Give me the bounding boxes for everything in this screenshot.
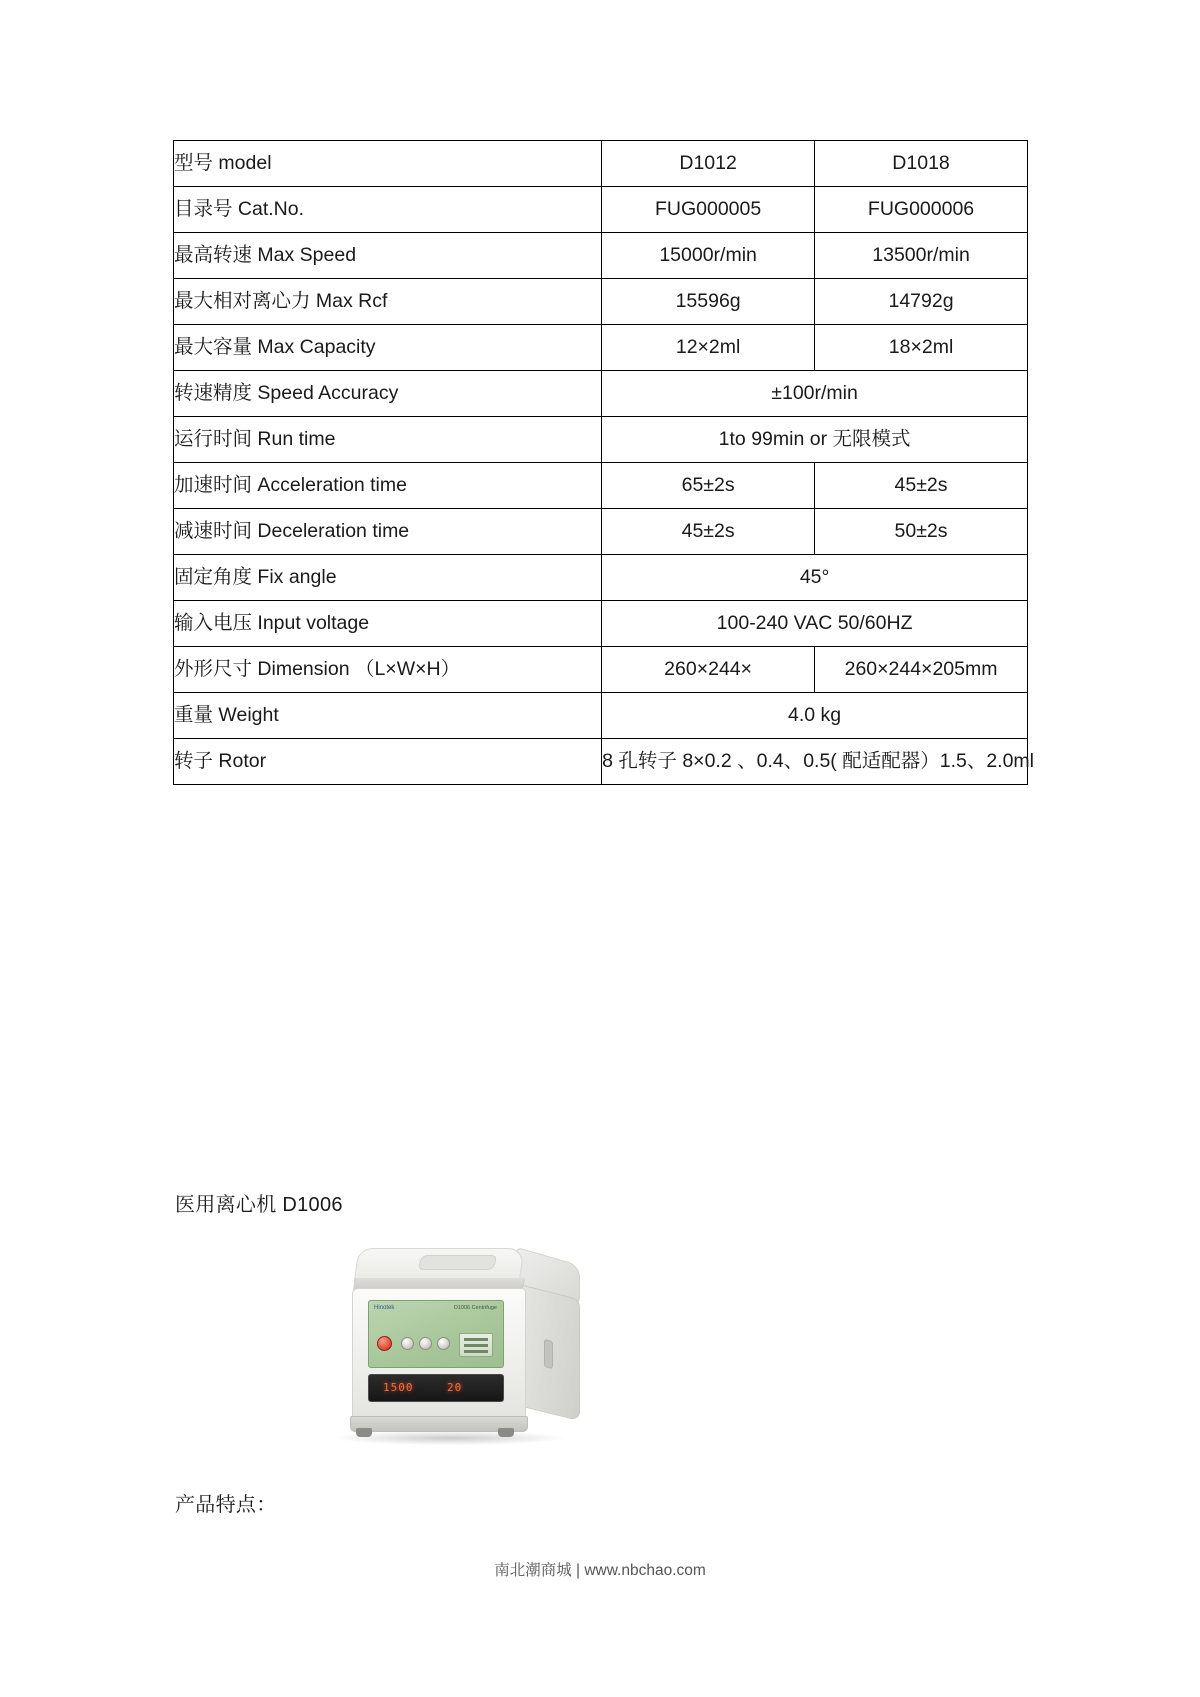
row-value-d1018: 14792g xyxy=(815,279,1028,325)
row-value-d1012: D1012 xyxy=(602,141,815,187)
row-label: 输入电压 Input voltage xyxy=(174,601,602,647)
row-label: 型号 model xyxy=(174,141,602,187)
specification-table-body xyxy=(174,141,1035,785)
row-value-d1012: 15596g xyxy=(602,279,815,325)
row-label: 减速时间 Deceleration time xyxy=(174,509,602,555)
knob-icon xyxy=(437,1337,450,1350)
row-value-d1018: 18×2ml xyxy=(815,325,1028,371)
specification-table xyxy=(173,140,1035,785)
features-heading: 产品特点： xyxy=(175,1494,277,1516)
table-row xyxy=(174,739,1028,785)
row-label: 最大相对离心力 Max Rcf xyxy=(174,279,602,325)
table-row xyxy=(174,371,1028,417)
row-label: 加速时间 Acceleration time xyxy=(174,463,602,509)
row-value-d1012: 15000r/min xyxy=(602,233,815,279)
row-label: 最高转速 Max Speed xyxy=(174,233,602,279)
display-time-value: 20 xyxy=(447,1381,463,1394)
control-knob-row xyxy=(377,1331,495,1357)
table-row xyxy=(174,187,1028,233)
row-value-shared: ±100r/min xyxy=(602,371,1028,417)
section-heading: 医用离心机 D1006 xyxy=(175,1194,343,1216)
control-panel xyxy=(368,1300,504,1368)
table-row xyxy=(174,509,1028,555)
knob-icon xyxy=(419,1337,432,1350)
brand-logo: Hinotek xyxy=(374,1305,395,1311)
row-label: 转速精度 Speed Accuracy xyxy=(174,371,602,417)
foot-right xyxy=(498,1428,514,1437)
table-row xyxy=(174,325,1028,371)
row-label: 外形尺寸 Dimension （L×W×H） xyxy=(174,647,602,693)
page-footer: 南北潮商城 | www.nbchao.com xyxy=(494,1562,706,1579)
row-label: 转子 Rotor xyxy=(174,739,602,785)
button-pad-icon xyxy=(459,1333,493,1357)
row-value-d1018: D1018 xyxy=(815,141,1028,187)
table-row xyxy=(174,601,1028,647)
display-speed-value: 1500 xyxy=(383,1381,414,1394)
lid-inset xyxy=(417,1255,497,1270)
row-value-d1018: 13500r/min xyxy=(815,233,1028,279)
row-value-shared: 45° xyxy=(602,555,1028,601)
table-row xyxy=(174,463,1028,509)
row-label: 固定角度 Fix angle xyxy=(174,555,602,601)
table-row xyxy=(174,279,1028,325)
row-value-d1012: 65±2s xyxy=(602,463,815,509)
row-value-d1018: FUG000006 xyxy=(815,187,1028,233)
row-value-d1018: 260×244×205mm xyxy=(815,647,1028,693)
row-value-d1018: 45±2s xyxy=(815,463,1028,509)
row-label: 最大容量 Max Capacity xyxy=(174,325,602,371)
row-value-rotor: 8 孔转子 8×0.2 、0.4、0.5( 配适配器）1.5、2.0ml xyxy=(602,739,1028,785)
row-value-d1012: FUG000005 xyxy=(602,187,815,233)
row-label: 重量 Weight xyxy=(174,693,602,739)
lid-latch-icon xyxy=(544,1339,553,1369)
panel-model-label: D1006 Centrifuge xyxy=(453,1305,497,1311)
table-row xyxy=(174,417,1028,463)
row-value-d1012: 12×2ml xyxy=(602,325,815,371)
table-row xyxy=(174,141,1028,187)
foot-left xyxy=(356,1428,372,1437)
specification-table-container xyxy=(173,140,1035,785)
power-knob-icon xyxy=(377,1336,392,1351)
table-row xyxy=(174,693,1028,739)
table-row xyxy=(174,233,1028,279)
knob-icon xyxy=(401,1337,414,1350)
row-value-d1012: 45±2s xyxy=(602,509,815,555)
row-value-shared: 100-240 VAC 50/60HZ xyxy=(602,601,1028,647)
row-label: 运行时间 Run time xyxy=(174,417,602,463)
row-value-d1018: 50±2s xyxy=(815,509,1028,555)
row-value-shared: 1to 99min or 无限模式 xyxy=(602,417,1028,463)
table-row xyxy=(174,647,1028,693)
led-display xyxy=(368,1374,504,1402)
row-label: 目录号 Cat.No. xyxy=(174,187,602,233)
row-value-shared: 4.0 kg xyxy=(602,693,1028,739)
table-row xyxy=(174,555,1028,601)
row-value-d1012: 260×244× xyxy=(602,647,815,693)
centrifuge-product-image xyxy=(330,1248,580,1453)
